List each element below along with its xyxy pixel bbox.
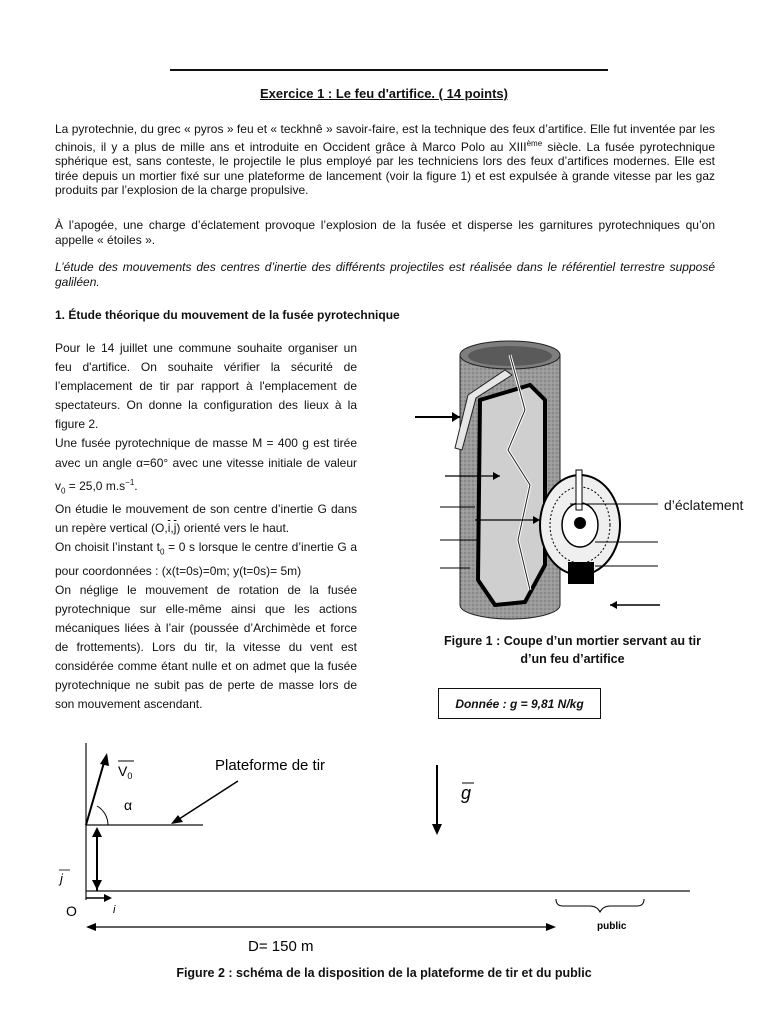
section-1-sentence-5: On néglige le mouvement de rotation de la fusée pyrotechnique sur elle-même ainsi que les actions mécaniques liées à l’air (poussée d’Archimède et force de frottements). Lors du tir, la vitesse du vent est considérée comme étant nulle et on admet que la fusée pyrotechnique ne subit pas de perte de masse lors de son mouvement ascendant. bbox=[55, 582, 357, 712]
section-1-sentence-3 bbox=[55, 500, 357, 538]
g-label: g bbox=[461, 783, 472, 803]
vector-i-head bbox=[104, 894, 112, 902]
alpha-label: α bbox=[124, 797, 133, 813]
vector-j: $\overline{j}$ bbox=[173, 521, 177, 536]
top-rule bbox=[170, 69, 608, 71]
alpha-arc bbox=[97, 806, 108, 825]
figure-2-layout-diagram bbox=[0, 735, 768, 965]
section-1-text bbox=[55, 339, 357, 715]
section-1-sentence-1: Pour le 14 juillet une commune souhaite organiser un feu d'artifice. On souhaite vérifier la sécurité de l’emplacement de tir par rapport à l'emplacement de spectateurs. On donne la configuration des lieux à la figure 2. bbox=[55, 341, 357, 432]
distance-arrow-right bbox=[546, 923, 556, 931]
s4-sub: 0 bbox=[159, 547, 165, 557]
figure-1-mortar-diagram bbox=[400, 340, 760, 630]
s2-sup: −1 bbox=[125, 477, 135, 487]
s2-text: Une fusée pyrotechnique de masse M = 400 g est tirée avec un angle α=60° avec une vitesse initiale de valeur v bbox=[55, 436, 357, 493]
s3-text: On étudie le mouvement de son centre d’inertie G dans un repère vertical (O, bbox=[55, 502, 357, 536]
public-brace bbox=[556, 899, 644, 912]
section-1-sentence-2 bbox=[55, 434, 357, 500]
exercise-title: Exercice 1 : Le feu d'artifice. ( 14 points) bbox=[259, 86, 508, 101]
section-1-heading: 1. Étude théorique du mouvement de la fusée pyrotechnique bbox=[55, 308, 400, 322]
mortar-cavity bbox=[478, 385, 545, 605]
label-eclatement: d’éclatement bbox=[664, 497, 744, 513]
v0-vector-head bbox=[100, 753, 109, 766]
pointer-arrow-1 bbox=[452, 412, 460, 422]
s2-sub: 0 bbox=[61, 486, 66, 496]
intro-p1-part1: La pyrotechnie, du grec « pyros » feu et « teckhnê » savoir-faire, est la technique des feux d’artifice. Elle fut inventée par les chinois, il y a plus de mille ans et introduite en Occident grâce à Marco Polo au XIII bbox=[55, 122, 715, 154]
intro-paragraph-3: L’étude des mouvements des centres d’inertie des différents projectiles est réalisée dans le référentiel terrestre supposé galiléen. bbox=[55, 260, 715, 289]
v0-vector bbox=[86, 759, 105, 825]
s3-sep: , bbox=[170, 521, 174, 536]
intro-p1-part2: siècle. La fusée pyrotechnique sphérique est, sans conteste, le projectile le plus employé par les techniciens lors des feux d’artifices modernes. Elle est tirée depuis un mortier fixé sur une plateforme de lancement (voir la figure 1) et est expulsée à grande vitesse par les gaz produits par l’explosion de la charge propulsive. bbox=[55, 139, 715, 198]
i-label: i bbox=[113, 904, 116, 916]
g-vector-head bbox=[432, 824, 442, 835]
figure-2-caption: Figure 2 : schéma de la disposition de la plateforme de tir et du public bbox=[176, 966, 592, 980]
origin-label: O bbox=[66, 903, 77, 919]
public-label: public bbox=[597, 921, 627, 932]
platform-pointer bbox=[176, 781, 238, 821]
figure-1-caption: Figure 1 : Coupe d’un mortier servant au tir d’un feu d’artifice bbox=[444, 634, 701, 666]
shell-core bbox=[574, 517, 586, 529]
vector-i: $\overline{i}$ bbox=[167, 521, 171, 536]
j-label: j bbox=[60, 871, 63, 886]
platform-pointer-head bbox=[171, 815, 183, 824]
distance-arrow-left bbox=[86, 923, 96, 931]
data-box: Donnée : g = 9,81 N/kg bbox=[438, 688, 601, 719]
distance-label: D= 150 m bbox=[248, 938, 314, 955]
lift-charge bbox=[568, 562, 594, 584]
s3-end: ) orienté vers le haut. bbox=[176, 521, 290, 536]
intro-paragraph-2: À l’apogée, une charge d’éclatement provoque l’explosion de la fusée et disperse les garnitures pyrotechniques qu’on appelle « étoiles ». bbox=[55, 218, 715, 247]
s2-end: = 25,0 m.s bbox=[65, 478, 126, 493]
s2-tail: . bbox=[134, 478, 138, 493]
s4-text: On choisit l’instant t bbox=[55, 540, 160, 555]
height-arrow-head bbox=[92, 880, 102, 890]
intro-p1-sup: ème bbox=[526, 138, 543, 148]
intro-paragraph-1 bbox=[55, 122, 715, 198]
section-1-sentence-4 bbox=[55, 538, 357, 581]
s4-end: = 0 s lorsque le centre d’inertie G a pour coordonnées : (x(t=0s)=0m; y(t=0s)= 5m) bbox=[55, 540, 357, 578]
platform-label: Plateforme de tir bbox=[215, 757, 326, 774]
pointer-arrow-10 bbox=[610, 601, 617, 609]
v0-label: $V_0$ bbox=[118, 763, 133, 781]
